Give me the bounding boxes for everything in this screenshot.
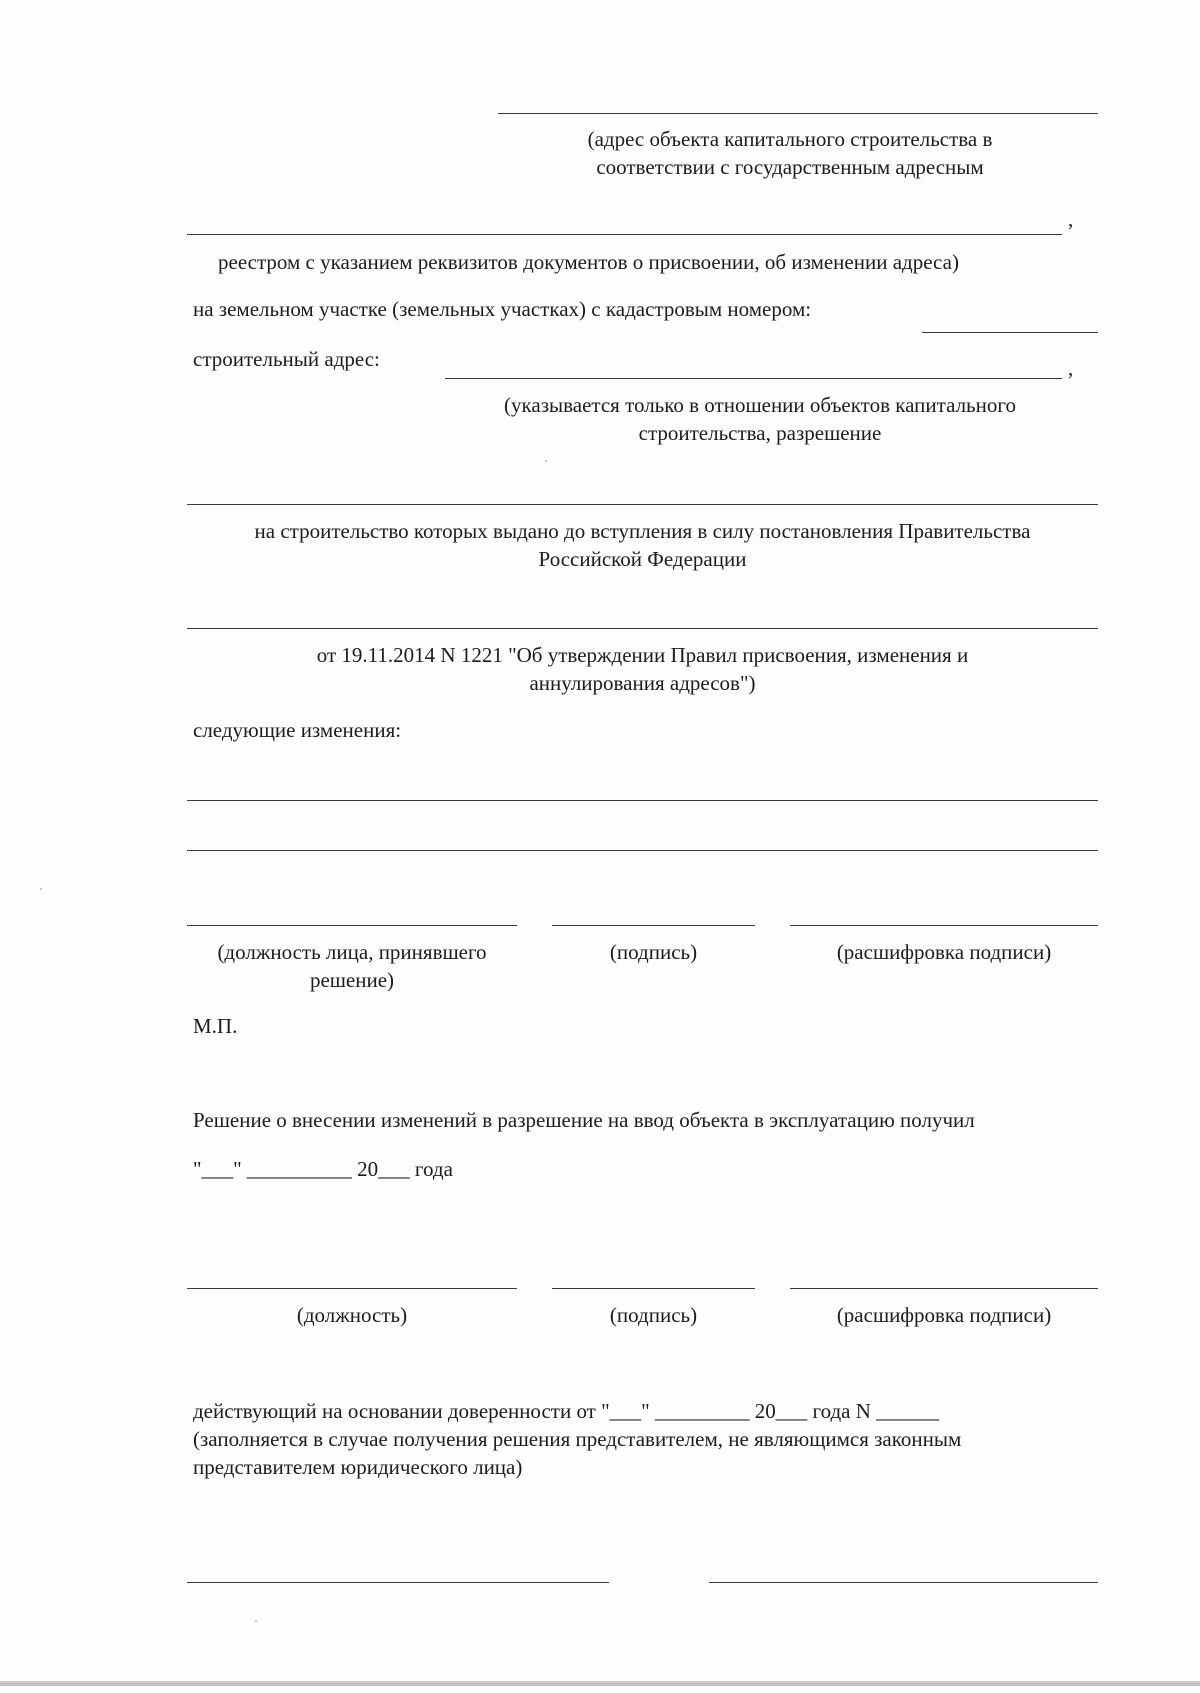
changes-line-2[interactable] [187,850,1098,851]
building-address-label: строительный адрес: [193,347,380,371]
building-address-caption [440,391,1080,447]
decoding-caption-2: (расшифровка подписи) [836,1303,1052,1327]
changes-label: следующие изменения: [193,718,402,742]
decoding-line-2[interactable] [790,1288,1098,1289]
signature-caption-2: (подпись) [609,1303,698,1327]
decoding-caption: (расшифровка подписи) [836,940,1052,964]
building-address-caption-line2: строительства, разрешение [638,421,882,445]
bottom-left-line[interactable] [187,1582,609,1583]
permit-caption-line2: Российской Федерации [538,547,747,571]
bottom-right-line[interactable] [709,1582,1098,1583]
power-of-attorney-line2: (заполняется в случае получения решения представителем, не являющимся законным [193,1427,962,1451]
address-field-line[interactable] [498,113,1098,114]
building-address-caption-line1: (указывается только в отношении объектов капитального [504,393,1016,417]
power-of-attorney-text [193,1397,961,1481]
permit-line[interactable] [187,504,1098,505]
scan-speck [255,1620,257,1622]
position-caption [187,938,517,994]
comma-mark: , [1068,356,1074,380]
comma-mark: , [1068,207,1074,231]
address-caption [520,125,1060,181]
power-of-attorney-line3: представителем юридического лица) [193,1455,523,1479]
changes-line-1[interactable] [187,800,1098,801]
signature-line-2[interactable] [552,1288,755,1289]
building-address-line[interactable] [445,378,1062,379]
registry-caption: реестром с указанием реквизитов документов о присвоении, об изменении адреса) [218,250,959,274]
position-line-2[interactable] [187,1288,517,1289]
permit-caption [187,517,1098,573]
permit-caption-line1: на строительство которых выдано до вступления в силу постановления Правительства [254,519,1031,543]
decree-caption [187,641,1098,697]
power-of-attorney-line1: действующий на основании доверенности от "___" _________ 20___ года N ______ [193,1399,940,1423]
stamp-label: М.П. [193,1014,238,1038]
decree-line[interactable] [187,628,1098,629]
signature-caption: (подпись) [609,940,698,964]
received-text: Решение о внесении изменений в разрешение на ввод объекта в эксплуатацию получил [193,1108,975,1132]
signature-line[interactable] [552,925,755,926]
address-continuation-line[interactable] [187,234,1062,235]
scan-speck [40,888,42,890]
decoding-line[interactable] [790,925,1098,926]
scan-speck [545,460,547,462]
address-caption-line1: (адрес объекта капитального строительства в [587,127,993,151]
cadastral-number-line[interactable] [922,332,1098,333]
date-line: "___" __________ 20___ года [193,1157,453,1181]
position-caption-line2: решение) [309,968,395,992]
scan-bottom-edge [0,1681,1200,1686]
position-caption-line1: (должность лица, принявшего [217,940,487,964]
land-plot-label: на земельном участке (земельных участках) с кадастровым номером: [193,297,812,321]
decree-caption-line1: от 19.11.2014 N 1221 "Об утверждении Правил присвоения, изменения и [316,643,969,667]
address-caption-line2: соответствии с государственным адресным [596,155,984,179]
decree-caption-line2: аннулирования адресов") [529,671,756,695]
position-line[interactable] [187,925,517,926]
position-caption-2: (должность) [296,1303,408,1327]
